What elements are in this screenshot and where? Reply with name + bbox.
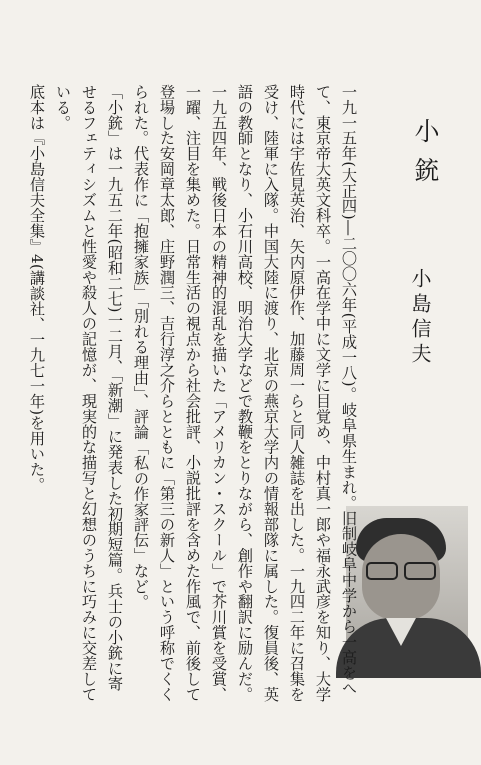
source-note-paragraph: 底本は『小島信夫全集』4(講談社、一九七一年)を用いた。	[28, 84, 46, 493]
author-portrait	[346, 506, 468, 662]
author-profile-text	[28, 84, 362, 704]
biography-paragraph: 一九一五年(大正四)―二〇〇六年(平成一八)。岐阜県生まれ。旧制岐阜中学から一高をへて、東京帝大英文科卒。一高在学中に文学に目覚め、中村真一郎や福永武彦を知り、大学時代には宇佐見英治、矢内原伊作、加藤周一らと同人雑誌を出した。一九四二年に召集を受け、陸軍に入隊。中国大陸に渡り、北京の燕京大学内の情報部隊に属した。復員後、英語の教師となり、小石川高校、明治大学などで教鞭をとりながら、創作や翻訳に励んだ。一九五四年、戦後日本の精神的混乱を描いた「アメリカン・スクール」で芥川賞を受賞、一躍、注目を集めた。日常生活の視点から社会批評、小説批評を含めた作風で、前後して登場した安岡章太郎、庄野潤三、吉行淳之介らとともに「第三の新人」という呼称でくくられた。代表作に「抱擁家族」「別れる理由」、評論「私の作家評伝」など。	[132, 84, 358, 702]
work-note-paragraph: 「小銃」は一九五二年(昭和二七)一二月、「新潮」に発表した初期短篇。兵士の小銃に寄せるフェティシズムと性愛や殺人の記憶が、現実的な描写と幻想のうちに巧みに交差している。	[54, 84, 124, 702]
work-title: 小銃	[411, 118, 440, 196]
portrait-glasses	[366, 562, 436, 578]
author-name: 小島信夫	[408, 268, 432, 368]
